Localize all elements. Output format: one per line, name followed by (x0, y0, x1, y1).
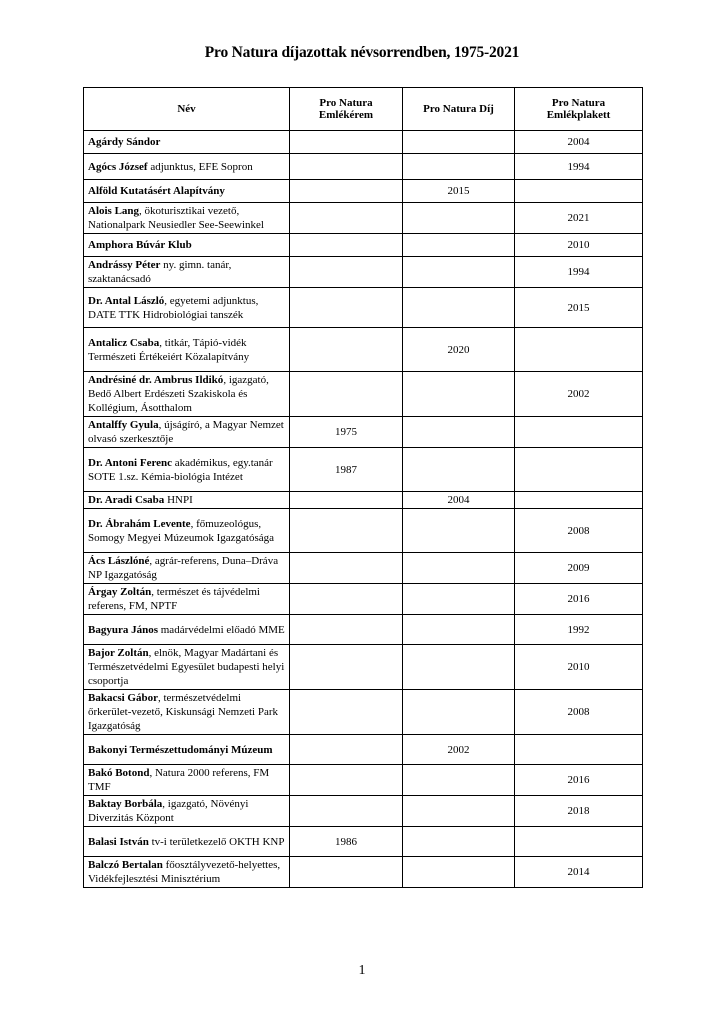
plaque-year-cell: 2008 (515, 690, 643, 735)
awardee-description: , elnök, Magyar Madártani és Természetvédelmi Egyesület budapesti helyi csoportja (88, 647, 285, 687)
awardee-name: Alföld Kutatásért Alapítvány (88, 185, 225, 197)
awardee-description: , Natura 2000 referens, FM TMF (88, 767, 270, 793)
awardee-cell (84, 735, 290, 765)
plaque-year-cell (515, 180, 643, 203)
awardee-cell (84, 857, 290, 888)
awardee-description: tv-i területkezelő OKTH KNP (148, 835, 285, 848)
award-year-cell (403, 645, 515, 690)
table-row (84, 615, 643, 645)
awardee-description: , egyetemi adjunktus, DATE TTK Hidrobiológiai tanszék (88, 294, 259, 321)
medal-year-cell (290, 154, 403, 180)
plaque-year-cell (515, 328, 643, 372)
medal-year-cell (290, 257, 403, 288)
award-year-cell (403, 553, 515, 584)
medal-year-cell (290, 372, 403, 417)
award-year-cell (403, 257, 515, 288)
awardee-description: , természetvédelmi őrkerület-vezető, Kiskunsági Nemzeti Park Igazgatóság (88, 692, 278, 732)
plaque-year-cell: 2016 (515, 584, 643, 615)
table-row (84, 417, 643, 448)
awardee-description: , igazgató, Bedő Albert Erdészeti Szakiskola és Kollégium, Ásotthalom (88, 374, 269, 414)
table-row (84, 735, 643, 765)
awardee-name: Andrássy Péter (88, 259, 161, 271)
awardee-description: , főmuzeológus, Somogy Megyei Múzeumok Igazgatósága (88, 517, 275, 544)
awardee-name: Antalicz Csaba (88, 336, 160, 349)
awardee-name: Balasi István (88, 835, 149, 848)
awardee-name: Balczó Bertalan (88, 859, 163, 871)
awardee-description: adjunktus, EFE Sopron (147, 160, 253, 173)
awardee-name: Dr. Antal László (88, 294, 165, 307)
awardee-cell (84, 257, 290, 288)
award-year-cell (403, 857, 515, 888)
award-year-cell (403, 796, 515, 827)
table-row (84, 765, 643, 796)
plaque-year-cell: 2021 (515, 203, 643, 234)
awardee-name: Bakonyi Természettudományi Múzeum (88, 743, 273, 756)
award-year-cell (403, 827, 515, 857)
medal-year-cell (290, 765, 403, 796)
awardee-name: Antalffy Gyula (88, 419, 159, 431)
table-row (84, 827, 643, 857)
table-row (84, 553, 643, 584)
award-year-cell (403, 584, 515, 615)
awardee-description: HNPI (164, 494, 193, 506)
awardee-description: , agrár-referens, Duna–Dráva NP Igazgatóság (88, 555, 279, 581)
medal-year-cell: 1987 (290, 448, 403, 492)
table-row (84, 645, 643, 690)
medal-year-cell (290, 615, 403, 645)
awardee-cell (84, 827, 290, 857)
awardee-cell (84, 417, 290, 448)
awardee-cell (84, 492, 290, 509)
medal-year-cell (290, 735, 403, 765)
medal-year-cell (290, 328, 403, 372)
plaque-year-cell: 2010 (515, 234, 643, 257)
awardee-name: Dr. Ábrahám Levente (88, 517, 191, 530)
table-row (84, 234, 643, 257)
awardee-name: Árgay Zoltán (88, 586, 152, 598)
medal-year-cell (290, 509, 403, 553)
table-row (84, 203, 643, 234)
table-body (84, 131, 643, 888)
awardee-description: , ökoturisztikai vezető, Nationalpark Neusiedler See-Seewinkel (88, 205, 264, 231)
table-row (84, 584, 643, 615)
plaque-year-cell (515, 492, 643, 509)
awardee-description: , igazgató, Növényi Diverzitás Központ (88, 798, 249, 824)
awardee-description: , titkár, Tápió-vidék Természeti Értékeiért Közalapítvány (88, 336, 250, 363)
medal-year-cell (290, 288, 403, 328)
award-year-cell (403, 234, 515, 257)
awardee-description: madárvédelmi előadó MME (158, 623, 285, 636)
award-year-cell: 2004 (403, 492, 515, 509)
awardee-name: Agárdy Sándor (88, 136, 161, 148)
award-year-cell (403, 131, 515, 154)
awardee-cell (84, 203, 290, 234)
table-row (84, 509, 643, 553)
column-header-medal: Pro Natura Emlékérem (290, 88, 403, 131)
plaque-year-cell (515, 827, 643, 857)
table-row (84, 288, 643, 328)
awardee-cell (84, 328, 290, 372)
plaque-year-cell: 2002 (515, 372, 643, 417)
award-year-cell (403, 417, 515, 448)
awardee-name: Bajor Zoltán (88, 647, 149, 659)
awardee-cell (84, 690, 290, 735)
table-row (84, 857, 643, 888)
table-header-row (84, 88, 643, 131)
plaque-year-cell: 2009 (515, 553, 643, 584)
awardee-name: Ács Lászlóné (88, 555, 150, 567)
awardee-name: Bagyura János (88, 623, 158, 636)
table-row (84, 257, 643, 288)
table-row (84, 372, 643, 417)
plaque-year-cell: 2008 (515, 509, 643, 553)
awardee-name: Bakacsi Gábor (88, 692, 158, 704)
medal-year-cell (290, 690, 403, 735)
awardee-description: akadémikus, egy.tanár SOTE 1.sz. Kémia-biológia Intézet (88, 456, 273, 483)
awardee-name: Dr. Aradi Csaba (88, 494, 165, 506)
medal-year-cell (290, 584, 403, 615)
awardee-name: Andrésiné dr. Ambrus Ildikó (88, 374, 224, 386)
column-header-plaque: Pro Natura Emlékplakett (515, 88, 643, 131)
awardee-name: Bakó Botond (88, 767, 150, 779)
awardee-cell (84, 765, 290, 796)
medal-year-cell (290, 131, 403, 154)
column-header-award: Pro Natura Díj (403, 88, 515, 131)
awardee-cell (84, 509, 290, 553)
award-year-cell (403, 288, 515, 328)
table-row (84, 180, 643, 203)
plaque-year-cell: 2004 (515, 131, 643, 154)
award-year-cell: 2002 (403, 735, 515, 765)
plaque-year-cell (515, 735, 643, 765)
awardee-cell (84, 584, 290, 615)
plaque-year-cell: 2016 (515, 765, 643, 796)
plaque-year-cell: 2010 (515, 645, 643, 690)
awardee-description: , újságíró, a Magyar Nemzet olvasó szerkesztője (88, 419, 284, 445)
medal-year-cell (290, 553, 403, 584)
award-year-cell: 2020 (403, 328, 515, 372)
medal-year-cell (290, 234, 403, 257)
awardees-table (83, 87, 643, 888)
awardee-cell (84, 180, 290, 203)
plaque-year-cell: 1992 (515, 615, 643, 645)
award-year-cell (403, 690, 515, 735)
awardee-name: Baktay Borbála (88, 798, 163, 810)
awardee-cell (84, 553, 290, 584)
medal-year-cell (290, 796, 403, 827)
plaque-year-cell: 2018 (515, 796, 643, 827)
awardee-name: Dr. Antoni Ferenc (88, 456, 173, 469)
column-header-name: Név (84, 88, 290, 131)
plaque-year-cell (515, 448, 643, 492)
award-year-cell (403, 203, 515, 234)
awardee-cell (84, 372, 290, 417)
plaque-year-cell: 2014 (515, 857, 643, 888)
awardee-cell (84, 448, 290, 492)
table-row (84, 690, 643, 735)
awardee-description: ny. gimn. tanár, szaktanácsadó (88, 259, 232, 285)
document-title: Pro Natura díjazottak névsorrendben, 1975-2021 (204, 44, 520, 61)
medal-year-cell: 1975 (290, 417, 403, 448)
awardee-description: főosztályvezető-helyettes, Vidékfejlesztési Minisztérium (88, 859, 281, 885)
awardee-description: , természet és tájvédelmi referens, FM, NPTF (88, 586, 260, 612)
medal-year-cell (290, 203, 403, 234)
award-year-cell (403, 448, 515, 492)
table-row (84, 448, 643, 492)
table-row (84, 131, 643, 154)
award-year-cell (403, 765, 515, 796)
plaque-year-cell: 1994 (515, 154, 643, 180)
award-year-cell (403, 509, 515, 553)
award-year-cell (403, 615, 515, 645)
award-year-cell (403, 154, 515, 180)
page-number: 1 (358, 963, 366, 978)
awardee-cell (84, 615, 290, 645)
medal-year-cell (290, 857, 403, 888)
medal-year-cell (290, 645, 403, 690)
awardee-cell (84, 234, 290, 257)
medal-year-cell: 1986 (290, 827, 403, 857)
table-row (84, 328, 643, 372)
plaque-year-cell (515, 417, 643, 448)
awardee-name: Amphora Búvár Klub (88, 239, 192, 251)
medal-year-cell (290, 180, 403, 203)
awardee-cell (84, 796, 290, 827)
table-row (84, 796, 643, 827)
awardee-name: Alois Lang (88, 205, 140, 217)
awardee-cell (84, 288, 290, 328)
table-row (84, 492, 643, 509)
award-year-cell (403, 372, 515, 417)
awardee-name: Agócs József (88, 160, 148, 173)
awardee-cell (84, 131, 290, 154)
table-row (84, 154, 643, 180)
plaque-year-cell: 2015 (515, 288, 643, 328)
medal-year-cell (290, 492, 403, 509)
award-year-cell: 2015 (403, 180, 515, 203)
plaque-year-cell: 1994 (515, 257, 643, 288)
awardee-cell (84, 154, 290, 180)
awardee-cell (84, 645, 290, 690)
